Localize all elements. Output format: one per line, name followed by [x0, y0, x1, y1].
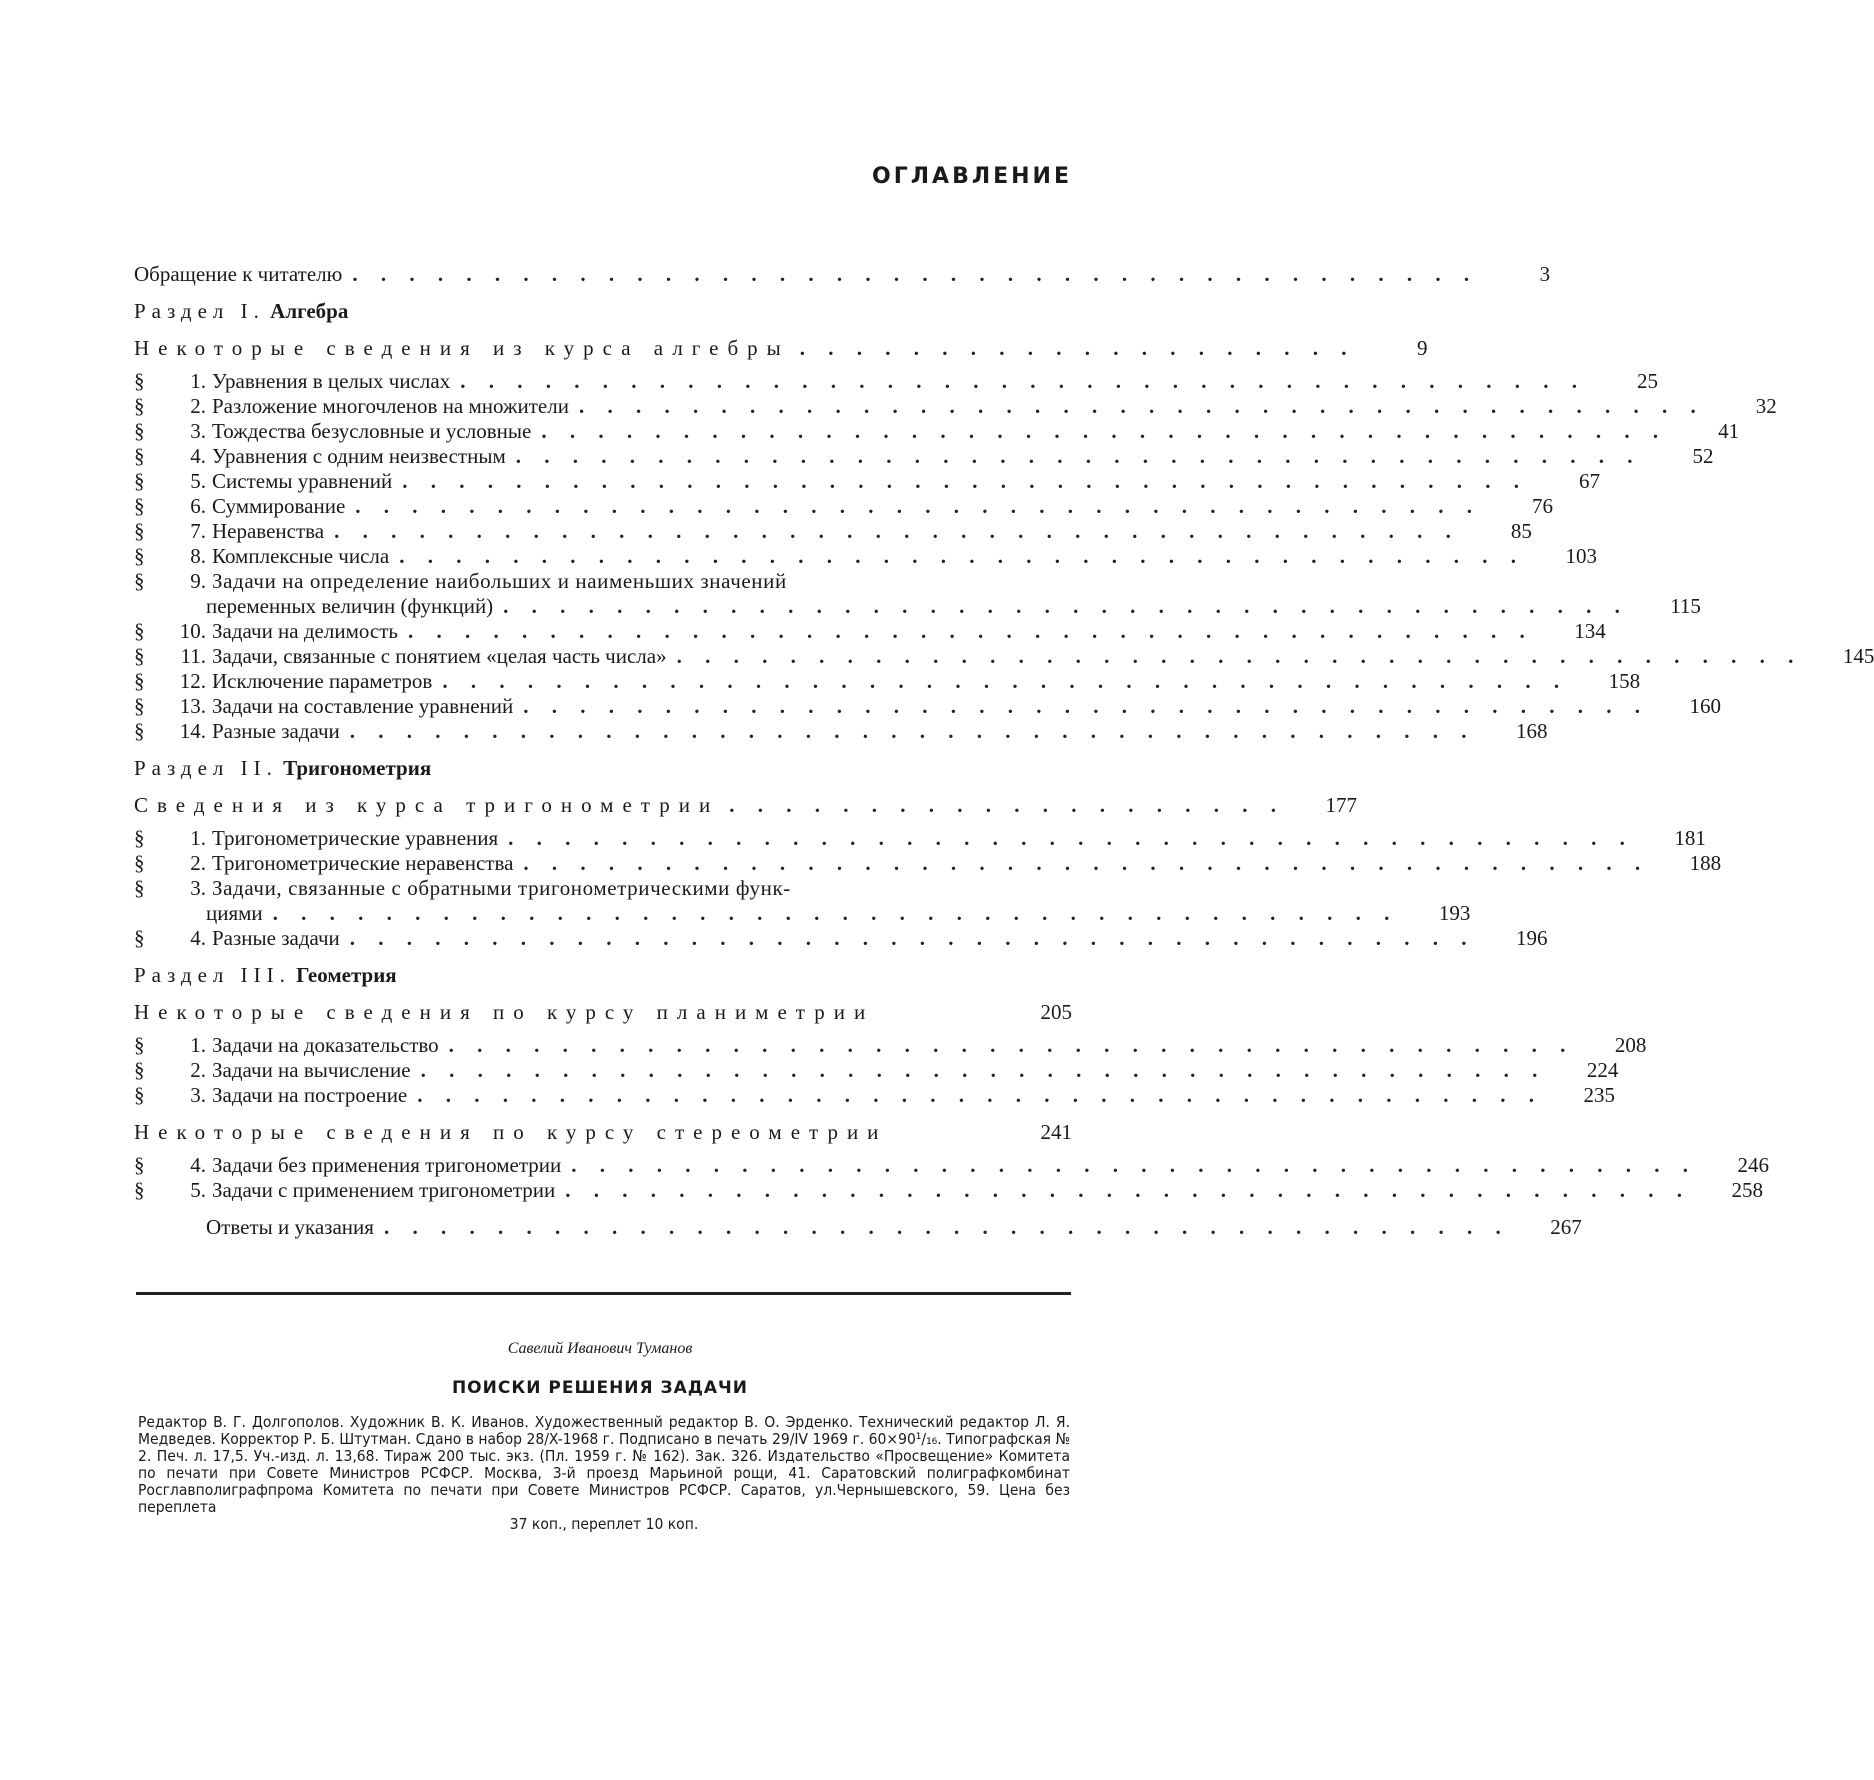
- divider-rule: [136, 1292, 1071, 1295]
- section-number: 1.: [190, 369, 206, 393]
- section-sign: §: [134, 544, 145, 568]
- dot-leader: . . . . . . . . . . . . . . . . . . . . . . . . . . . . . . . . . . . . . . . .: [334, 519, 1460, 543]
- dot-leader: . . . . . . . . . . . . . . . . . . . . . . . . . . . . . . . . . . . . . . . .: [460, 369, 1586, 393]
- toc-entry-text: Задачи на определение наибольших и наименьших значений: [212, 569, 787, 593]
- toc-entry-text: Обращение к читателю: [134, 262, 343, 286]
- toc-entry: [134, 694, 1722, 719]
- section-sign: §: [134, 851, 145, 875]
- toc-entry-text: Сведения из курса тригонометрии: [134, 793, 720, 817]
- section-sign: §: [134, 394, 145, 418]
- section-sign: §: [134, 1178, 145, 1202]
- section-sign: §: [134, 569, 145, 593]
- section-sign: §: [134, 644, 145, 668]
- toc-entry-text: Задачи на делимость: [212, 619, 398, 643]
- colophon-author: Савелий Иванович Туманов: [507, 1340, 693, 1357]
- section-number: 2.: [190, 394, 206, 418]
- toc-entry: [134, 1178, 1763, 1203]
- toc-entry: [134, 619, 1606, 644]
- section-number: 5.: [190, 469, 206, 493]
- section-number: 3.: [190, 876, 206, 900]
- dot-leader: . . . . . . . . . . . . . . . . . . . . . . . . . . . . . . . . . . . . . . . .: [503, 594, 1629, 618]
- toc-entry-text: Некоторые сведения по курсу планиметрии: [134, 1000, 875, 1024]
- imprint-text: Редактор В. Г. Долгополов. Художник В. К. Иванов. Художественный редактор В. О. Эрденко. Технический редактор Л. Я. Медведев. Корректор Р. Б. Штутман. Сдано в набор 28/X-1968 г. Подписано в печать 29/IV 1969 г. 60×90¹/₁₆. Типографская № 2. Печ. л. 17,5. Уч.-изд. л. 13,68. Тираж 200 тыс. экз. (Пл. 1959 г. № 162). Зак. 326. Издательство «Просвещение» Комитета по печати при Совете Министров РСФСР. Москва, 3-й проезд Марьиной рощи, 41. Саратовский полиграфкомбинат Росглавполиграфпрома Комитета по печати при Совете Министров РСФСР. Саратов, ул.Чернышевского, 59. Цена без переплета: [138, 1413, 1070, 1516]
- dot-leader: . . . . . . . . . . . . . . . . . . . . . . . . . . . . . . . . . . . . . . . .: [352, 262, 1479, 286]
- toc-entry: [134, 1083, 1616, 1108]
- toc-entry: [134, 469, 1600, 494]
- part-title: Алгебра: [270, 299, 349, 323]
- toc-page-number: 205: [1040, 1000, 1072, 1024]
- toc-page-number: 224: [1586, 1058, 1619, 1082]
- section-number: 5.: [190, 1178, 206, 1202]
- toc-entry-text: Задачи, связанные с понятием «целая часть числа»: [212, 644, 667, 668]
- dot-leader: . . . . . . . . . . . . . . . . . . . . . . . . . . . . . . . . . . . . . . . .: [417, 1083, 1544, 1107]
- section-sign: §: [134, 1033, 145, 1057]
- section-sign: §: [134, 876, 145, 900]
- section-number: 9.: [190, 569, 206, 593]
- section-number: 1.: [190, 1033, 206, 1057]
- toc-entry-continuation: [134, 594, 1701, 619]
- toc-entry: [134, 1033, 1647, 1058]
- dot-leader: . . . . . . . . . . . . . . . . . . . . . . . . . . . . . . . . . . . . . . . .: [383, 1215, 1510, 1239]
- dot-leader: . . . . . . . . . . . . . . . . . . . . . . . . . . . . . . . . . . . . . . . .: [523, 694, 1650, 718]
- toc-page-number: 41: [1718, 419, 1740, 443]
- section-sign: §: [134, 1083, 145, 1107]
- part-title: Тригонометрия: [283, 756, 432, 780]
- toc-entry: [134, 394, 1777, 419]
- toc-entry-algebra-info: [134, 336, 1428, 361]
- toc-entry-text: Неравенства: [212, 519, 325, 543]
- dot-leader: . . . . . . . . . . . . . . . . . . . . . . . . . . . . . . . . . . . . . . . .: [541, 419, 1668, 443]
- part-heading-1: [134, 299, 1072, 324]
- toc-entry-text: Тождества безусловные и условные: [212, 419, 532, 443]
- toc-entry-text: Разные задачи: [212, 719, 340, 743]
- section-number: 8.: [190, 544, 206, 568]
- toc-page-number: 168: [1516, 719, 1548, 743]
- dot-leader: . . . . . . . . . . . . . . . . . . . . . . . . . . . . . . . . . . . . . . . .: [399, 544, 1525, 568]
- toc-page-number: 158: [1608, 669, 1641, 693]
- dot-leader: . . . . . . . . . . . . . . . . . . . . . . . . . . . . . . . . . . . . . . . .: [578, 394, 1705, 418]
- section-sign: §: [134, 469, 145, 493]
- toc-entry: [134, 1058, 1619, 1083]
- toc-entry-text: Уравнения в целых числах: [212, 369, 451, 393]
- colophon-title: ПОИСКИ РЕШЕНИЯ ЗАДАЧИ: [451, 1378, 749, 1398]
- table-of-contents: [134, 250, 1874, 1240]
- section-sign: §: [134, 444, 145, 468]
- toc-page-number: 25: [1636, 369, 1658, 393]
- section-number: 1.: [190, 826, 206, 850]
- toc-entry: [134, 569, 1072, 594]
- toc-entry-text: Некоторые сведения из курса алгебры: [134, 336, 790, 360]
- toc-page-number: 76: [1532, 494, 1554, 518]
- toc-page-number: 188: [1689, 851, 1722, 875]
- dot-leader: . . . . . . . . . . . . . . . . . . . . . . . . . . . . . . . . . . . . . . . .: [523, 851, 1650, 875]
- toc-entry-text: циями: [206, 901, 263, 925]
- toc-entry: [134, 669, 1641, 694]
- toc-page-number: 115: [1670, 594, 1701, 618]
- toc-entry-text: Ответы и указания: [206, 1215, 374, 1239]
- toc-entry-text: Задачи на вычисление: [212, 1058, 411, 1082]
- dot-leader: . . . . . . . . . . . . . . . . . . . . . . . . . . . . . . . . . . . . . . . .: [565, 1178, 1691, 1202]
- section-number: 14.: [179, 719, 206, 743]
- part-heading-2: [134, 756, 1072, 781]
- toc-entry-intro: [134, 262, 1551, 287]
- toc-entry-text: Тригонометрические уравнения: [212, 826, 499, 850]
- toc-entry-text: переменных величин (функций): [206, 594, 494, 618]
- toc-entry-text: Задачи на построение: [212, 1083, 408, 1107]
- section-number: 7.: [190, 519, 206, 543]
- section-sign: §: [134, 419, 145, 443]
- dot-leader: . . . . . . . . . . . . . . . . . . . . . . . . . . . . . . . . . . . . . . . .: [349, 926, 1476, 950]
- toc-entry: [134, 369, 1658, 394]
- section-number: 4.: [190, 444, 206, 468]
- section-number: 4.: [190, 926, 206, 950]
- toc-entry-text: Системы уравнений: [212, 469, 393, 493]
- toc-page-number: 52: [1692, 444, 1714, 468]
- toc-page-number: 32: [1755, 394, 1777, 418]
- section-sign: §: [134, 494, 145, 518]
- toc-page-number: 181: [1674, 826, 1706, 850]
- dot-leader: . . . . . . . . . . . . . . . . . . . . . . . . . . . . . . . . . . . . . . . .: [349, 719, 1476, 743]
- toc-entry: [134, 494, 1554, 519]
- toc-page-number: 267: [1550, 1215, 1582, 1239]
- toc-page-number: 3: [1539, 262, 1551, 286]
- dot-leader: . . . . . . . . . . . . . . . . . . . . . . . . . . . . . . . . . . . . . . . .: [676, 644, 1803, 668]
- section-sign: §: [134, 719, 145, 743]
- toc-entry-text: Задачи на составление уравнений: [212, 694, 514, 718]
- toc-page-number: 241: [1040, 1120, 1072, 1144]
- toc-entry-text: Задачи на доказательство: [212, 1033, 439, 1057]
- dot-leader: . . . . . . . . . . . . . . . . . . . . . . . . . . . . . . . . . . . . . . . .: [571, 1153, 1697, 1177]
- toc-page-number: 160: [1689, 694, 1722, 718]
- section-number: 6.: [190, 494, 206, 518]
- toc-entry: [134, 419, 1740, 444]
- dot-leader: . . . . . . . . . . . . . . . . . . . . . . . . . . . . . . . . . . . . . . . .: [355, 494, 1482, 518]
- dot-leader: . . . . . . . . . . . . . . . . . . . .: [729, 793, 1285, 817]
- toc-entry: [134, 519, 1532, 544]
- toc-entry: [134, 826, 1706, 851]
- part-prefix: Раздел II.: [134, 756, 278, 780]
- imprint-price: 37 коп., переплет 10 коп.: [509, 1515, 699, 1533]
- toc-entry-continuation: [134, 901, 1471, 926]
- dot-leader: . . . . . . . . . . . . . . . . . . . . . . . . . . . . . . . . . . . . . . . .: [407, 619, 1534, 643]
- toc-page-number: 246: [1737, 1153, 1769, 1177]
- dot-leader: . . . . . . . . . . . . . . . . . . . . . . . . . . . . . . . . . . . . . . . .: [272, 901, 1399, 925]
- dot-leader: . . . . . . . . . . . . . . . . . . . . . . . . . . . . . . . . . . . . . . . .: [442, 669, 1569, 693]
- toc-page-number: 134: [1574, 619, 1606, 643]
- toc-entry-text: Тригонометрические неравенства: [212, 851, 514, 875]
- toc-entry-text: Разложение многочленов на множители: [212, 394, 569, 418]
- section-number: 2.: [190, 851, 206, 875]
- section-sign: §: [134, 826, 145, 850]
- toc-page-number: 235: [1583, 1083, 1616, 1107]
- toc-page-number: 9: [1417, 336, 1428, 360]
- toc-entry-text: Уравнения с одним неизвестным: [212, 444, 506, 468]
- section-number: 11.: [180, 644, 206, 668]
- section-sign: §: [134, 694, 145, 718]
- part-prefix: Раздел III.: [134, 963, 291, 987]
- toc-entry-text: Исключение параметров: [212, 669, 433, 693]
- toc-entry: [134, 876, 1072, 901]
- toc-entry: [134, 926, 1548, 951]
- section-sign: §: [134, 926, 145, 950]
- toc-page-number: 193: [1438, 901, 1471, 925]
- toc-entry-text: Некоторые сведения по курсу стереометрии: [134, 1120, 888, 1144]
- section-sign: §: [134, 519, 145, 543]
- toc-entry-text: Суммирование: [212, 494, 346, 518]
- dot-leader: . . . . . . . . . . . . . . . . . . . . . . . . . . . . . . . . . . . . . . . .: [448, 1033, 1575, 1057]
- toc-entry: [134, 644, 1874, 669]
- toc-entry-text: Задачи без применения тригонометрии: [212, 1153, 562, 1177]
- toc-entry-trig-info: [134, 793, 1357, 818]
- section-sign: §: [134, 619, 145, 643]
- toc-page-number: 196: [1516, 926, 1548, 950]
- toc-page-number: 258: [1731, 1178, 1763, 1202]
- section-number: 2.: [190, 1058, 206, 1082]
- section-sign: §: [134, 369, 145, 393]
- dot-leader: . . . . . . . . . . . . . . . . . . . . . . . . . . . . . . . . . . . . . . . .: [508, 826, 1634, 850]
- part-title: Геометрия: [296, 963, 397, 987]
- toc-page-number: 208: [1614, 1033, 1647, 1057]
- toc-page-number: 103: [1565, 544, 1597, 568]
- toc-page-number: 145: [1842, 644, 1874, 668]
- section-number: 12.: [179, 669, 206, 693]
- part-prefix: Раздел I.: [134, 299, 265, 323]
- toc-entry-answers: [134, 1215, 1582, 1240]
- dot-leader: . . . . . . . . . . . . . . . . . . . . . . . . . . . . . . . . . . . . . . . .: [420, 1058, 1547, 1082]
- toc-heading: ОГЛАВЛЕНИЕ: [872, 164, 1072, 189]
- toc-entry-text: Разные задачи: [212, 926, 340, 950]
- toc-entry-stereo-info: [134, 1120, 1072, 1145]
- toc-page-number: 67: [1578, 469, 1600, 493]
- toc-entry-plan-info: [134, 1000, 1072, 1025]
- colophon-imprint: [138, 1414, 1070, 1533]
- section-sign: §: [134, 1153, 145, 1177]
- section-sign: §: [134, 1058, 145, 1082]
- dot-leader: . . . . . . . . . . . . . . . . . . . . . . . . . . . . . . . . . . . . . . . .: [515, 444, 1642, 468]
- toc-entry-text: Задачи, связанные с обратными тригонометрическими функ-: [212, 876, 791, 900]
- section-number: 10.: [179, 619, 206, 643]
- toc-entry: [134, 719, 1548, 744]
- dot-leader: . . . . . . . . . . . . . . . . . . . .: [799, 336, 1356, 360]
- dot-leader: . . . . . . . . . . . . . . . . . . . . . . . . . . . . . . . . . . . . . . . .: [402, 469, 1528, 493]
- toc-entry: [134, 851, 1722, 876]
- section-sign: §: [134, 669, 145, 693]
- toc-page-number: 177: [1325, 793, 1357, 817]
- part-heading-3: [134, 963, 1072, 988]
- section-number: 3.: [190, 1083, 206, 1107]
- toc-entry-text: Задачи с применением тригонометрии: [212, 1178, 556, 1202]
- toc-entry-text: Комплексные числа: [212, 544, 390, 568]
- toc-entry: [134, 1153, 1769, 1178]
- section-number: 4.: [190, 1153, 206, 1177]
- section-number: 13.: [179, 694, 206, 718]
- toc-page-number: 85: [1510, 519, 1532, 543]
- section-number: 3.: [190, 419, 206, 443]
- toc-entry: [134, 444, 1714, 469]
- toc-entry: [134, 544, 1597, 569]
